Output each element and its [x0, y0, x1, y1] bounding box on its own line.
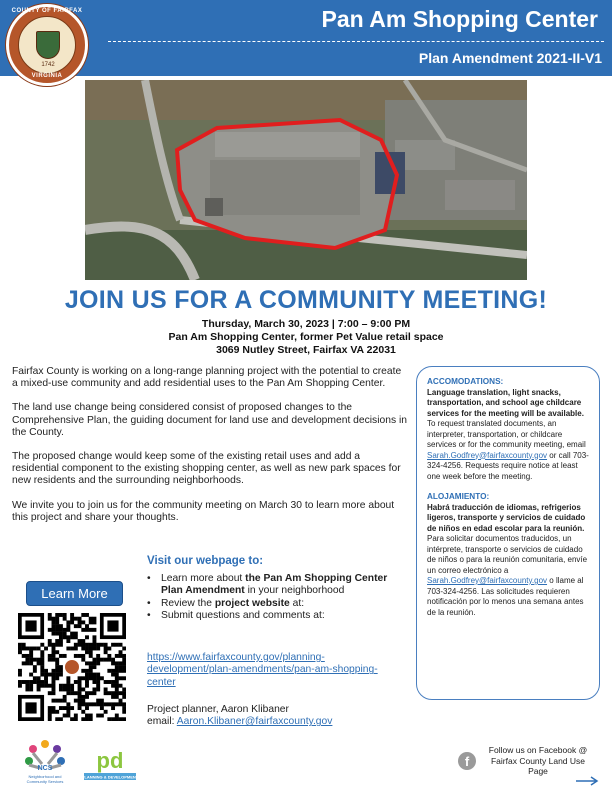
learn-more-button[interactable]: Learn More	[26, 581, 123, 606]
alojamiento-heading: ALOJAMIENTO:	[427, 492, 490, 501]
body-text	[12, 366, 408, 536]
header-banner	[0, 0, 612, 76]
list-item	[147, 573, 397, 598]
ncs-logo-text: NCS	[37, 765, 53, 772]
accommodations-box	[416, 366, 600, 700]
alojamiento-text-2: o llame al 703-324-4256. Las solicitudes requieren notificación por lo menos una semana antes de la reunión.	[427, 576, 584, 617]
seal-text-bottom: VIRGINIA	[31, 73, 63, 79]
body-paragraph-4: We invite you to join us for the community meeting on March 30 to learn more about this project and share your thoughts.	[12, 499, 395, 523]
alojamiento-email-link[interactable]: Sarah.Godfrey@fairfaxcounty.gov	[427, 576, 548, 585]
pd-logo-caption: PLANNING & DEVELOPMENT	[81, 774, 139, 780]
meeting-headline: JOIN US FOR A COMMUNITY MEETING!	[64, 286, 548, 314]
seal-year: 1742	[41, 62, 55, 68]
accommodations-text-2: or call 703-324-4256. Requests require notice at least one week before the meeting.	[427, 450, 589, 481]
page-subtitle: Plan Amendment 2021-II-V1	[418, 50, 602, 66]
visit-item1-post: in your neighborhood	[247, 585, 345, 597]
ncs-logo-caption: Neighborhood and Community Services	[26, 774, 64, 784]
page-title: Pan Am Shopping Center	[321, 6, 598, 32]
visit-item2-pre: Review the	[161, 597, 212, 609]
meeting-details	[0, 318, 612, 357]
visit-webpage-heading: Visit our webpage to:	[147, 555, 264, 567]
planning-development-logo	[80, 744, 140, 784]
project-website-link[interactable]: https://www.fairfaxcounty.gov/planning-development/plan-amendments/pan-am-shopping-center	[147, 652, 378, 688]
planner-email-line	[147, 716, 332, 728]
meeting-date-time: Thursday, March 30, 2023 | 7:00 – 9:00 PM	[201, 318, 411, 330]
visit-item2-post: at:	[292, 597, 305, 609]
visit-item1-bold: the Pan Am Shopping Center Plan Amendment	[161, 573, 388, 597]
planner-name: Project planner, Aaron Klibaner	[147, 704, 289, 715]
pd-logo-graphic	[80, 744, 140, 784]
meeting-address: 3069 Nutley Street, Fairfax VA 22031	[216, 344, 396, 356]
county-seal-logo	[6, 4, 88, 86]
accommodations-text-1: To request translated documents, an interpreter, transportation, or childcare services or for the community meeting, email	[427, 419, 586, 449]
accommodations-spanish	[427, 492, 589, 618]
header-divider	[108, 41, 604, 42]
alojamiento-text-1: Para solicitar documentos traducidos, un intérprete, transporte o servicios de cuidado de niños o para la reunión comunitaria, envíe un correo electrónico a	[427, 534, 588, 575]
meeting-venue: Pan Am Shopping Center, former Pet Value retail space	[168, 331, 444, 343]
visit-list	[147, 573, 397, 622]
pd-logo-text: pd	[96, 748, 124, 773]
accommodations-email-link[interactable]: Sarah.Godfrey@fairfaxcounty.gov	[427, 450, 548, 460]
project-planner	[147, 704, 332, 729]
body-paragraph-2: The land use change being considered consist of proposed changes to the Comprehensive Plan, the guiding document for land use and development decisions in the County.	[12, 402, 407, 438]
list-item	[147, 598, 397, 610]
visit-item1-pre: Learn more about	[161, 573, 243, 584]
ncs-logo-graphic	[20, 736, 70, 790]
planner-email-label: email:	[147, 716, 175, 728]
facebook-follow-text: Follow us on Facebook @ Fairfax County Land Use Page	[488, 745, 588, 776]
body-paragraph-3: The proposed change would keep some of the existing retail uses and add a residential component to the existing shopping center, as well as new park spaces for new residents and the surrounding neighborhoods.	[12, 451, 401, 487]
visit-item2-bold: project website	[214, 597, 290, 609]
aerial-photo-illustration	[85, 80, 527, 280]
qr-code[interactable]	[18, 613, 126, 721]
accommodations-bold-text: Language translation, light snacks, transportation, and school age childcare services for the meeting will be available.	[427, 387, 584, 418]
visit-item3: Submit questions and comments at:	[161, 609, 325, 621]
accommodations-heading: ACCOMODATIONS:	[427, 377, 504, 386]
arrow-right-icon	[576, 776, 600, 786]
seal-emblem	[18, 16, 76, 74]
facebook-icon[interactable]: f	[458, 752, 476, 770]
seal-shield-icon	[36, 31, 60, 59]
planner-email-link[interactable]: Aaron.Klibaner@fairfaxcounty.gov	[176, 716, 333, 728]
ncs-logo	[20, 736, 70, 790]
list-item	[147, 610, 397, 622]
alojamiento-bold-text: Habrá traducción de idiomas, refrigerios ligeros, transporte y servicios de cuidado de niños en edad escolar para la reunión.	[427, 502, 586, 533]
body-paragraph-1: Fairfax County is working on a long-range planning project with the potential to create a mixed-use community and add residential uses to the Pan Am Shopping Center.	[12, 366, 402, 390]
aerial-photo	[85, 80, 527, 280]
qr-code-graphic	[18, 613, 126, 721]
accommodations-english	[427, 377, 589, 482]
seal-text-top: COUNTY OF FAIRFAX	[11, 8, 83, 14]
